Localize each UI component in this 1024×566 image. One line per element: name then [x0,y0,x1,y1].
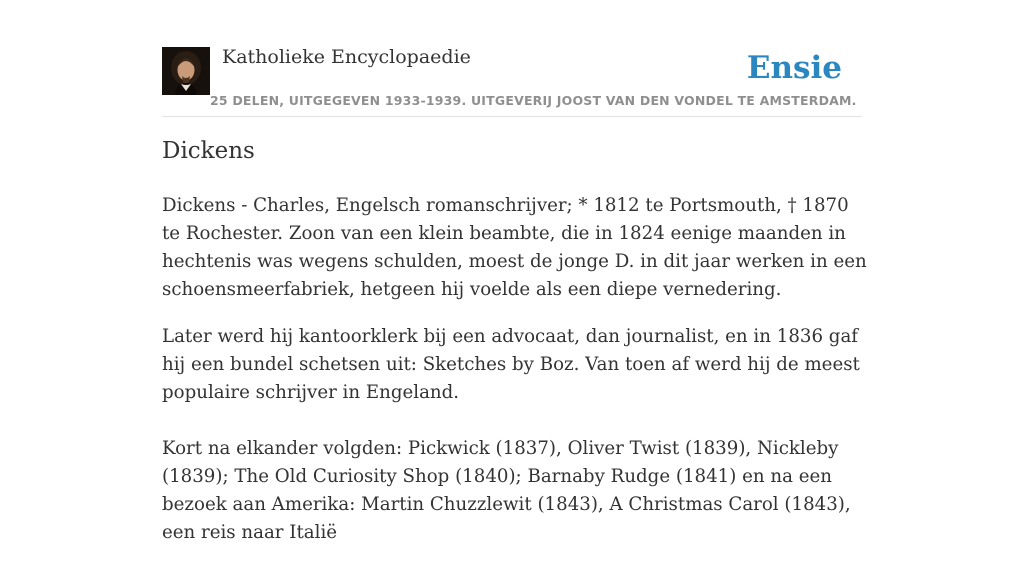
portrait-avatar-icon[interactable] [162,47,210,95]
brand-logo[interactable]: Ensie [746,50,842,86]
source-title[interactable]: Katholieke Encyclopaedie [222,46,471,68]
source-subtitle: 25 DELEN, UITGEGEVEN 1933-1939. UITGEVERIJ JOOST VAN DEN VONDEL TE AMSTERDAM. [210,93,857,108]
source-header [162,44,862,117]
article-paragraph: Dickens - Charles, Engelsch romanschrijver; * 1812 te Portsmouth, † 1870 te Rochester. Zoon van een klein beambte, die in 1824 eenige maanden in hechtenis was wegens schulden, moest de jonge D. in dit jaar werken in een schoensmeerfabriek, hetgeen hij voelde als een diepe vernedering. [162,195,867,300]
article-paragraph: Later werd hij kantoorklerk bij een advocaat, dan journalist, en in 1836 gaf hij een bundel schetsen uit: Sketches by Boz. Van toen af werd hij de meest populaire schrijver in Engeland. Kort na elkander volgden: Pickwick (1837), Oliver Twist (1839), Nickleby (1839); The Old Curiosity Shop (1840); Barnaby Rudge (1841) en na een bezoek aan Amerika: Martin Chuzzlewit (1843), A Christmas Carol (1843), een reis naar Italië [162,326,860,543]
article-body [162,192,870,566]
article-title: Dickens [162,138,255,164]
